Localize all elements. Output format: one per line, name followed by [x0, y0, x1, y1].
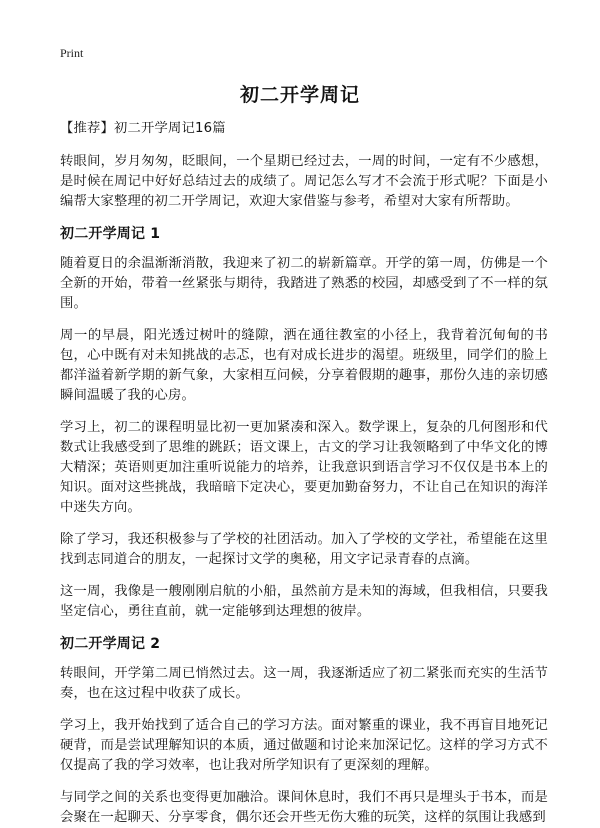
section-1-paragraph: 除了学习，我还积极参与了学校的社团活动。加入了学校的文学社，希望能在这里找到志同道合的朋友，一起探讨文学的奥秘，用文字记录青春的点滴。 — [60, 532, 548, 567]
section-heading-2: 初二开学周记 2 — [60, 636, 161, 652]
section-1-paragraph: 周一的早晨，阳光透过树叶的缝隙，洒在通往教室的小径上，我背着沉甸甸的书包，心中既有对未知挑战的忐忑，也有对成长进步的渴望。班级里，同学们的脸上都洋溢着新学期的新气象，大家相互问候，分享着假期的趣事，那份久违的亲切感瞬间温暖了我的心房。 — [60, 328, 548, 403]
print-link[interactable]: Print — [60, 46, 84, 60]
recommend-line: 【推荐】初二开学周记16篇 — [60, 121, 226, 136]
section-1-paragraph: 学习上，初二的课程明显比初一更加紧凑和深入。数学课上，复杂的几何图形和代数式让我感受到了思维的跳跃；语文课上，古文的学习让我领略到了中华文化的博大精深；英语则更加注重听说能力的培养，让我意识到语言学习不仅仅是书本上的知识。面对这些挑战，我暗暗下定决心，要更加勤奋努力，不让自己在知识的海洋中迷失方向。 — [60, 420, 548, 515]
section-1-paragraph: 随着夏日的余温渐渐消散，我迎来了初二的崭新篇章。开学的第一周，仿佛是一个全新的开始，带着一丝紧张与期待，我踏进了熟悉的校园，却感受到了不一样的氛围。 — [60, 256, 548, 311]
section-1-paragraph: 这一周，我像是一艘刚刚启航的小船，虽然前方是未知的海域，但我相信，只要我坚定信心，勇往直前，就一定能够到达理想的彼岸。 — [60, 584, 548, 619]
section-2-paragraph: 转眼间，开学第二周已悄然过去。这一周，我逐渐适应了初二紧张而充实的生活节奏，也在这过程中收获了成长。 — [60, 666, 548, 701]
section-2-paragraph: 与同学之间的关系也变得更加融洽。课间休息时，我们不再只是埋头于书本，而是会聚在一起聊天、分享零食，偶尔还会开些无伤大雅的玩笑，这样的氛围让我感到 — [60, 790, 548, 825]
document-body — [60, 119, 548, 828]
section-2-paragraph: 学习上，我开始找到了适合自己的学习方法。面对繁重的课业，我不再盲目地死记硬背，而是尝试理解知识的本质，通过做题和讨论来加深记忆。这样的学习方式不仅提高了我的学习效率，也让我对所学知识有了更深刻的理解。 — [60, 718, 548, 773]
intro-paragraph: 转眼间，岁月匆匆，眨眼间，一个星期已经过去，一周的时间，一定有不少感想，是时候在周记中好好总结过去的成绩了。周记怎么写才不会流于形式呢？下面是小编帮大家整理的初二开学周记，欢迎大家借鉴与参考，希望对大家有所帮助。 — [60, 154, 548, 209]
section-heading-1: 初二开学周记 1 — [60, 226, 161, 242]
document-title: 初二开学周记 — [239, 84, 360, 106]
